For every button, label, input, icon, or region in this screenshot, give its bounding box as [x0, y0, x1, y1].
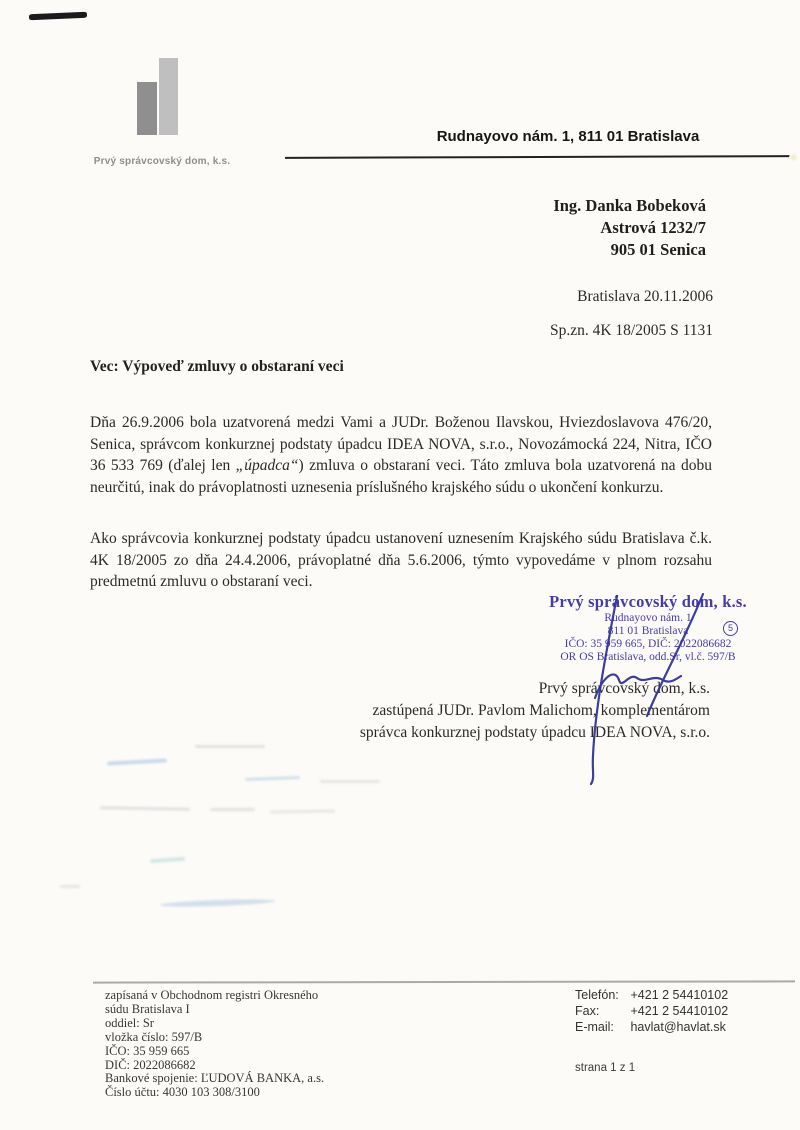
bleed-through-marks: [195, 745, 265, 748]
body-paragraph-1: [90, 412, 712, 498]
footer-registry-line: oddiel: Sr: [105, 1015, 154, 1030]
footer-rule: [93, 980, 795, 983]
signatory-role: správca konkurznej podstaty úpadcu IDEA NOVA, s.r.o.: [359, 724, 710, 741]
paragraph1-text: Dňa 26.9.2006 bola uzatvorená medzi Vami a JUDr. Boženou Ilavskou, Hviezdoslavova 476/20, Senica, správcom konkurznej podstaty úpadcu IDEA NOVA, s.r.o., Novozámocká 224, Nitra, IČO 36 533 769 (ďalej len: [90, 414, 712, 474]
bleed-through-marks: [150, 857, 185, 863]
contact-phone: [575, 988, 728, 1002]
contact-fax-value: +421 2 54410102: [630, 1004, 729, 1018]
stamp-street: Rudnayovo nám. 1: [604, 612, 692, 624]
contact-email-value: havlat@havlat.sk: [630, 1020, 726, 1034]
bleed-through-marks: [270, 809, 335, 813]
footer-registry-line: DIČ: 2022086682: [105, 1057, 196, 1072]
scan-artifact-dash: [29, 12, 87, 21]
subject-line: Vec: Výpoveď zmluvy o obstaraní veci: [90, 358, 344, 375]
paragraph1-text-cont: ) zmluva o obstaraní veci. Táto zmluva bola uzatvorená na dobu neurčitú, inak do právoplatnosti uznesenia príslušného krajského súdu o ukončení konkurzu.: [90, 457, 712, 496]
footer-registry-line: zapísaná v Obchodnom registri Okresného: [105, 988, 319, 1002]
stamp-registry: OR OS Bratislava, odd.Sr, vl.č. 597/B: [560, 651, 736, 663]
contact-phone-label: Telefón:: [575, 988, 619, 1002]
file-number: Sp.zn. 4K 18/2005 S 1131: [549, 322, 713, 339]
stamp-number-badge: 5: [723, 621, 738, 636]
bleed-through-marks: [245, 776, 300, 781]
bleed-through-marks: [160, 898, 275, 908]
bleed-through-marks: [100, 806, 190, 811]
footer-registry-line: Číslo účtu: 4030 103 308/3100: [105, 1085, 260, 1100]
logo-caption: Prvý správcovský dom, k.s.: [93, 156, 231, 167]
footer-registry-line: súdu Bratislava I: [105, 1001, 190, 1016]
footer-registry-line: vložka číslo: 597/B: [105, 1029, 203, 1044]
signatory-company: Prvý správcovský dom, k.s.: [538, 680, 710, 697]
bleed-through-marks: [210, 808, 255, 811]
contact-fax-label: Fax:: [575, 1004, 600, 1018]
recipient-block: [400, 195, 706, 261]
page-indicator: strana 1 z 1: [575, 1062, 636, 1074]
scan-artifact-dot: [789, 153, 798, 162]
paragraph1-defined-term: „úpadca“: [235, 457, 299, 474]
body-paragraph-2: Ako správcovia konkurznej podstaty úpadcu ustanovení uznesením Krajského súdu Bratislava č.k. 4K 18/2005 zo dňa 24.4.2006, právoplatné dňa 5.6.2006, týmto vypovedáme v plnom rozsahu predmetnú zmluvu o obstaraní veci.: [90, 530, 712, 590]
stamp-company-name: Prvý správcovský dom, k.s.: [549, 592, 747, 611]
recipient-name: Ing. Danka Bobeková: [553, 196, 706, 215]
place-and-date: Bratislava 20.11.2006: [577, 288, 713, 305]
contact-fax: [575, 1004, 728, 1018]
logo-bar-light: [159, 58, 178, 135]
recipient-city: 905 01 Senica: [610, 240, 706, 259]
footer-registry-block: [105, 989, 324, 1100]
letterhead-address: Rudnayovo nám. 1, 811 01 Bratislava: [436, 128, 700, 145]
bleed-through-marks: [107, 758, 167, 765]
handwritten-signature: [555, 588, 735, 798]
stamp-city: 811 01 Bratislava: [607, 625, 689, 637]
contact-email: [575, 1020, 726, 1034]
bleed-through-marks: [60, 885, 80, 888]
contact-phone-value: +421 2 54410102: [630, 988, 729, 1002]
stamp-ico-dic: IČO: 35 959 665, DIČ: 2022086682: [564, 638, 732, 650]
logo-bar-dark: [137, 82, 157, 135]
footer-registry-line: IČO: 35 959 665: [105, 1043, 190, 1058]
letterhead-rule: [285, 155, 795, 159]
contact-email-label: E-mail:: [575, 1020, 614, 1034]
bleed-through-marks: [320, 780, 380, 783]
recipient-street: Astrová 1232/7: [600, 218, 706, 237]
footer-registry-line: Bankové spojenie: ĽUDOVÁ BANKA, a.s.: [105, 1071, 325, 1086]
signatory-representative: zastúpená JUDr. Pavlom Malichom, komplementárom: [372, 702, 710, 719]
